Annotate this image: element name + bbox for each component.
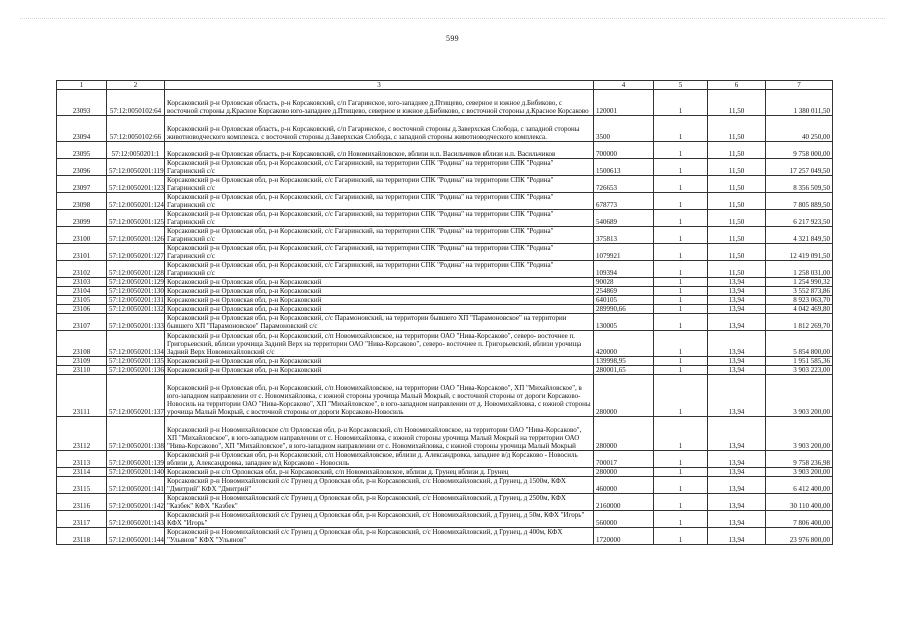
share-value: 1 [654, 90, 708, 116]
cadastral-number: 57:12:0050201:134 [107, 331, 165, 357]
share-value: 1 [654, 375, 708, 417]
share-value: 1 [654, 227, 708, 244]
header-col-4: 4 [594, 81, 654, 90]
address-description: Корсаковский р-н Орловская обл, р-н Корсаковский, с/с Гагаринский, на территории СПК "Родина" на территории СПК "Родина" Гагаринский с/с [165, 159, 594, 176]
area-value: 678773 [594, 193, 654, 210]
row-number: 23099 [57, 210, 107, 227]
rate-value: 11,50 [708, 176, 766, 193]
share-value: 1 [654, 417, 708, 451]
cadastral-cost: 6 217 923,50 [766, 210, 833, 227]
table-row [57, 528, 833, 545]
cadastral-cost: 4 321 849,50 [766, 227, 833, 244]
table-row [57, 210, 833, 227]
address-description: Корсаковский р-н Орловская обл, р-н Корсаковский, с/п Новомихайловское, на территории ОАО "Нива-Корсаково", северо- восточнее п. Григорьевский, вблизи урочища Задний Верх на территории ОАО "Нива-Корсаково", северо- восточнее п. Григорьевский, вблизи урочища Задний Верх Новомихайловский с/с [165, 331, 594, 357]
area-value: 560000 [594, 511, 654, 528]
share-value: 1 [654, 314, 708, 331]
cadastral-number: 57:12:0050201:136 [107, 366, 165, 375]
area-value: 2160000 [594, 494, 654, 511]
rate-value: 13,94 [708, 305, 766, 314]
row-number: 23101 [57, 244, 107, 261]
land-registry-table [56, 80, 833, 545]
table-row [57, 193, 833, 210]
table-row [57, 305, 833, 314]
area-value: 139998,95 [594, 357, 654, 366]
rate-value: 13,94 [708, 331, 766, 357]
address-description: Корсаковский р-н Орловская область, р-н Корсаковский, с/п Гагаринское, с восточной стороны д.Заверхская Слобода, с западной стороны животноводческого комплекса. с восточной стороны д.Заверхская Слобода, с западной стороны животноводческого комплекса. [165, 116, 594, 142]
area-value: 130005 [594, 314, 654, 331]
cadastral-number: 57:12:0050201:140 [107, 468, 165, 477]
rate-value: 13,94 [708, 287, 766, 296]
share-value: 1 [654, 331, 708, 357]
area-value: 280001,65 [594, 366, 654, 375]
cadastral-cost: 3 903 200,00 [766, 375, 833, 417]
cadastral-number: 57:12:0050201:125 [107, 210, 165, 227]
cadastral-cost: 30 110 400,00 [766, 494, 833, 511]
cadastral-cost: 3 903 200,00 [766, 417, 833, 451]
table-row [57, 296, 833, 305]
page-number: 599 [446, 34, 459, 43]
table-row [57, 477, 833, 494]
cadastral-number: 57:12:0050201:124 [107, 193, 165, 210]
share-value: 1 [654, 261, 708, 278]
area-value: 700000 [594, 142, 654, 159]
share-value: 1 [654, 305, 708, 314]
cadastral-number: 57:12:0050201:1 [107, 142, 165, 159]
row-number: 23112 [57, 417, 107, 451]
area-value: 280000 [594, 375, 654, 417]
cadastral-number: 57:12:0050201:123 [107, 176, 165, 193]
address-description: Корсаковский р-н Новомихайловский с/с Грунец д Орловская обл, р-н Корсаковский, с/с Новомихайловский, д Грунец, д 2500м, КФХ "Казбек" КФХ "Казбек" [165, 494, 594, 511]
cadastral-number: 57:12:0050201:128 [107, 261, 165, 278]
rate-value: 11,50 [708, 90, 766, 116]
cadastral-number: 57:12:0050102:66 [107, 116, 165, 142]
cadastral-cost: 9 758 236,98 [766, 451, 833, 468]
share-value: 1 [654, 477, 708, 494]
cadastral-cost: 12 419 091,50 [766, 244, 833, 261]
address-description: Корсаковский р-н Орловская обл, р-н Корсаковский [165, 287, 594, 296]
area-value: 540689 [594, 210, 654, 227]
table-row [57, 468, 833, 477]
area-value: 289990,66 [594, 305, 654, 314]
cadastral-cost: 40 250,00 [766, 116, 833, 142]
area-value: 1720000 [594, 528, 654, 545]
rate-value: 13,94 [708, 477, 766, 494]
area-value: 109394 [594, 261, 654, 278]
share-value: 1 [654, 468, 708, 477]
rate-value: 13,94 [708, 357, 766, 366]
row-number: 23116 [57, 494, 107, 511]
address-description: Корсаковский р-н с/п Орловская обл, р-н Корсаковский, с/п Новомихайловское, вблизи д. Грунец вблизи д. Грунец [165, 468, 594, 477]
rate-value: 11,50 [708, 244, 766, 261]
row-number: 23117 [57, 511, 107, 528]
address-description: Корсаковский р-н Новомихайловское с/п Орловская обл, р-н Корсаковский, с/п Новомихайловское, на территории ОАО "Нива-Корсаково", ХП "Михайловское", в юго-западном направлении от с. Новомихайловка, с южной стороны урочища Малый Мокрый на территории ОАО "Нива-Корсаково", ХП "Михайловское", в юго-западном направлении от с. Новомихайловка, с южной стороны урочища Малый Мокрый [165, 417, 594, 451]
share-value: 1 [654, 278, 708, 287]
rate-value: 11,50 [708, 193, 766, 210]
area-value: 726653 [594, 176, 654, 193]
cadastral-number: 57:12:0050201:143 [107, 511, 165, 528]
cadastral-number: 57:12:0050201:142 [107, 494, 165, 511]
header-col-5: 5 [654, 81, 708, 90]
address-description: Корсаковский р-н Орловская обл, р-н Корсаковский, с/с Гагаринский, на территории СПК "Родина" на территории СПК "Родина" Гагаринский с/с [165, 244, 594, 261]
rate-value: 13,94 [708, 528, 766, 545]
cadastral-cost: 4 042 469,80 [766, 305, 833, 314]
area-value: 1079921 [594, 244, 654, 261]
cadastral-number: 57:12:0050201:126 [107, 227, 165, 244]
table-row [57, 357, 833, 366]
rate-value: 11,50 [708, 142, 766, 159]
table-row [57, 331, 833, 357]
share-value: 1 [654, 366, 708, 375]
share-value: 1 [654, 116, 708, 142]
table-row [57, 494, 833, 511]
table-row [57, 142, 833, 159]
cadastral-number: 57:12:0050201:119 [107, 159, 165, 176]
cadastral-number: 57:12:0050201:139 [107, 451, 165, 468]
address-description: Корсаковский р-н Орловская обл, р-н Корсаковский [165, 366, 594, 375]
address-description: Корсаковский р-н Орловская обл, р-н Корсаковский [165, 278, 594, 287]
share-value: 1 [654, 159, 708, 176]
address-description: Корсаковский р-н Орловская обл, р-н Корсаковский [165, 305, 594, 314]
table-row [57, 417, 833, 451]
address-description: Корсаковский р-н Орловская обл, р-н Корсаковский, с/с Гагаринский, на территории СПК "Родина" на территории СПК "Родина" Гагаринский с/с [165, 261, 594, 278]
rate-value: 13,94 [708, 375, 766, 417]
table-row [57, 176, 833, 193]
address-description: Корсаковский р-н Орловская область, р-н Корсаковский, с/п Гагаринское, юго-западнее д.Птищево, северное и южное д.Бибиково, с восточной стороны д.Красное Корсаково юго-западнее д.Птищево, северное и южное д.Бибиково, с восточной стороны д.Красное Корсаково [165, 90, 594, 116]
share-value: 1 [654, 210, 708, 227]
table-row [57, 244, 833, 261]
row-number: 23097 [57, 176, 107, 193]
address-description: Корсаковский р-н Орловская обл, р-н Корсаковский, с/п Новомихайловское, на территории ОАО "Нива-Корсаково", ХП "Михайловское", в юго-западном направлении от с. Новомихайловка, с южной стороны урочища Малый Мокрый, с восточной стороны от дороги Корсаково-Новосиль на территории ОАО "Нива-Корсаково", ХП "Михайловское", в юго-западном направлении от д. Новомихайловка, с южной стороны урочища Малый Мокрый, с восточной стороны от дороги Корсаково-Новосиль [165, 375, 594, 417]
area-value: 3500 [594, 116, 654, 142]
table-row [57, 261, 833, 278]
row-number: 23096 [57, 159, 107, 176]
table-row [57, 366, 833, 375]
rate-value: 13,94 [708, 511, 766, 528]
row-number: 23115 [57, 477, 107, 494]
share-value: 1 [654, 142, 708, 159]
rate-value: 11,50 [708, 227, 766, 244]
cadastral-number: 57:12:0050201:131 [107, 296, 165, 305]
address-description: Корсаковский р-н Орловская обл, р-н Корсаковский, с/с Гагаринский, на территории СПК "Родина" на территории СПК "Родина" Гагаринский с/с [165, 227, 594, 244]
table-row [57, 314, 833, 331]
table-header-row [57, 81, 833, 90]
area-value: 1500613 [594, 159, 654, 176]
rate-value: 11,50 [708, 159, 766, 176]
header-col-2: 2 [107, 81, 165, 90]
share-value: 1 [654, 244, 708, 261]
address-description: Корсаковский р-н Орловская обл, р-н Корсаковский, с/с Гагаринский, на территории СПК "Родина" на территории СПК "Родина" Гагаринский с/с [165, 176, 594, 193]
rate-value: 13,94 [708, 314, 766, 331]
cadastral-number: 57:12:0050201:144 [107, 528, 165, 545]
row-number: 23093 [57, 90, 107, 116]
cadastral-number: 57:12:0050201:137 [107, 375, 165, 417]
share-value: 1 [654, 357, 708, 366]
row-number: 23095 [57, 142, 107, 159]
address-description: Корсаковский р-н Орловская обл, р-н Корсаковский, с/с Гагаринский, на территории СПК "Родина" на территории СПК "Родина" Гагаринский с/с [165, 210, 594, 227]
area-value: 120001 [594, 90, 654, 116]
rate-value: 13,94 [708, 296, 766, 305]
cadastral-cost: 3 552 873,86 [766, 287, 833, 296]
row-number: 23111 [57, 375, 107, 417]
table-row [57, 159, 833, 176]
rate-value: 13,94 [708, 417, 766, 451]
address-description: Корсаковский р-н Орловская обл, р-н Корсаковский, с/с Гагаринский, на территории СПК "Родина" на территории СПК "Родина" Гагаринский с/с [165, 193, 594, 210]
address-description: Корсаковский р-н Орловская обл, р-н Корсаковский, с/п Новомихайловское, вблизи д. Александровка, западнее в/д Корсаково - Новосиль вблизи д. Александровка, западнее в/д Корсаково - Новосиль [165, 451, 594, 468]
cadastral-cost: 8 356 509,50 [766, 176, 833, 193]
table-row [57, 116, 833, 142]
address-description: Корсаковский р-н Орловская обл, р-н Корсаковский [165, 296, 594, 305]
row-number: 23113 [57, 451, 107, 468]
address-description: Корсаковский р-н Новомихайловский с/с Грунец д Орловская обл, р-н Корсаковский, с/с Новомихайловский, д Грунец, д 50м, КФХ "Игорь" КФХ "Игорь" [165, 511, 594, 528]
cadastral-cost: 1 258 031,00 [766, 261, 833, 278]
table-row [57, 511, 833, 528]
cadastral-number: 57:12:0050201:129 [107, 278, 165, 287]
cadastral-cost: 1 380 011,50 [766, 90, 833, 116]
address-description: Корсаковский р-н Новомихайловский с/с Грунец д Орловская обл, р-н Корсаковский, с/с Новомихайловский, д Грунец, д 400м, КФХ "Ульянов" КФХ "Ульянов" [165, 528, 594, 545]
area-value: 420000 [594, 331, 654, 357]
cadastral-cost: 7 805 889,50 [766, 193, 833, 210]
cadastral-cost: 9 758 000,00 [766, 142, 833, 159]
rate-value: 13,94 [708, 278, 766, 287]
row-number: 23102 [57, 261, 107, 278]
area-value: 280000 [594, 468, 654, 477]
area-value: 375813 [594, 227, 654, 244]
rate-value: 13,94 [708, 494, 766, 511]
share-value: 1 [654, 494, 708, 511]
cadastral-cost: 23 976 800,00 [766, 528, 833, 545]
row-number: 23094 [57, 116, 107, 142]
header-col-7: 7 [766, 81, 833, 90]
share-value: 1 [654, 451, 708, 468]
cadastral-number: 57:12:0050201:130 [107, 287, 165, 296]
row-number: 23110 [57, 366, 107, 375]
rate-value: 13,94 [708, 366, 766, 375]
row-number: 23103 [57, 278, 107, 287]
cadastral-cost: 3 903 223,00 [766, 366, 833, 375]
row-number: 23118 [57, 528, 107, 545]
table-row [57, 278, 833, 287]
row-number: 23114 [57, 468, 107, 477]
share-value: 1 [654, 193, 708, 210]
address-description: Корсаковский р-н Новомихайловский с/с Грунец д Орловская обл, р-н Корсаковский, с/с Новомихайловский, д Грунец, д 1500м, КФХ "Дмитрий" КФХ "Дмитрий" [165, 477, 594, 494]
address-description: Корсаковский р-н Орловская область, р-н Корсаковский, с/п Новомихайловское, вблизи н.п. Васильчиков вблизи н.п. Васильчиков [165, 142, 594, 159]
rate-value: 11,50 [708, 210, 766, 227]
share-value: 1 [654, 176, 708, 193]
row-number: 23109 [57, 357, 107, 366]
header-col-6: 6 [708, 81, 766, 90]
area-value: 700017 [594, 451, 654, 468]
cadastral-cost: 6 412 400,00 [766, 477, 833, 494]
scan-header-noise [20, 12, 885, 19]
area-value: 254869 [594, 287, 654, 296]
table-row [57, 287, 833, 296]
share-value: 1 [654, 528, 708, 545]
row-number: 23105 [57, 296, 107, 305]
header-col-3: 3 [165, 81, 594, 90]
rate-value: 13,94 [708, 451, 766, 468]
area-value: 640105 [594, 296, 654, 305]
row-number: 23104 [57, 287, 107, 296]
cadastral-number: 57:12:0050201:141 [107, 477, 165, 494]
row-number: 23108 [57, 331, 107, 357]
row-number: 23100 [57, 227, 107, 244]
share-value: 1 [654, 287, 708, 296]
cadastral-cost: 7 806 400,00 [766, 511, 833, 528]
cadastral-cost: 1 951 585,36 [766, 357, 833, 366]
table-row [57, 375, 833, 417]
share-value: 1 [654, 296, 708, 305]
cadastral-number: 57:12:0050102:64 [107, 90, 165, 116]
cadastral-number: 57:12:0050201:127 [107, 244, 165, 261]
address-description: Корсаковский р-н Орловская обл, р-н Корсаковский [165, 357, 594, 366]
cadastral-cost: 17 257 049,50 [766, 159, 833, 176]
cadastral-cost: 5 854 800,00 [766, 331, 833, 357]
row-number: 23106 [57, 305, 107, 314]
header-col-1: 1 [57, 81, 107, 90]
cadastral-cost: 1 812 269,70 [766, 314, 833, 331]
cadastral-number: 57:12:0050201:138 [107, 417, 165, 451]
area-value: 280000 [594, 417, 654, 451]
cadastral-cost: 1 254 990,32 [766, 278, 833, 287]
cadastral-number: 57:12:0050201:132 [107, 305, 165, 314]
cadastral-cost: 8 923 063,70 [766, 296, 833, 305]
area-value: 90028 [594, 278, 654, 287]
rate-value: 13,94 [708, 468, 766, 477]
row-number: 23107 [57, 314, 107, 331]
address-description: Корсаковский р-н Орловская обл, р-н Корсаковский, с/с Парамоновский, на территории бывшего ХП "Парамоновское" на территории бывшего ХП "Парамоновское" Парамоновский с/с [165, 314, 594, 331]
area-value: 460000 [594, 477, 654, 494]
cadastral-number: 57:12:0050201:135 [107, 357, 165, 366]
table-row [57, 90, 833, 116]
table-row [57, 451, 833, 468]
table-row [57, 227, 833, 244]
cadastral-cost: 3 903 200,00 [766, 468, 833, 477]
row-number: 23098 [57, 193, 107, 210]
rate-value: 11,50 [708, 116, 766, 142]
share-value: 1 [654, 511, 708, 528]
cadastral-number: 57:12:0050201:133 [107, 314, 165, 331]
rate-value: 11,50 [708, 261, 766, 278]
